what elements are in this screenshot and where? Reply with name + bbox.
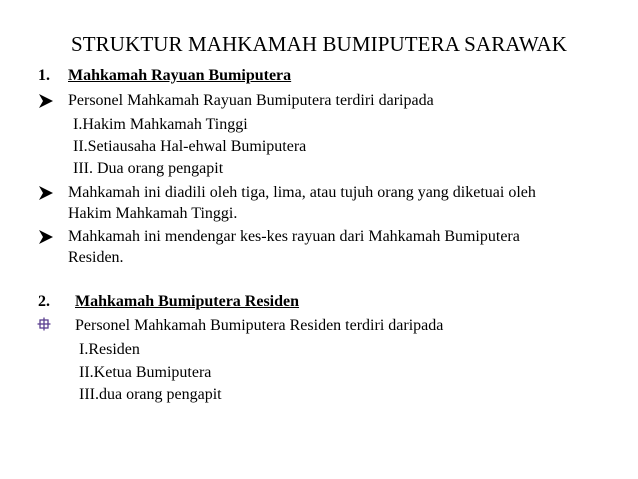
arrow-bullet-icon [38, 185, 54, 201]
bullet-3-line-1: Mahkamah ini mendengar kes-kes rayuan dari Mahkamah Bumiputera [68, 228, 520, 245]
sub-item-4: I.Residen [79, 341, 140, 358]
arrow-bullet-icon [38, 93, 54, 109]
bullet-1-text: Personel Mahkamah Rayuan Bumiputera terdiri daripada [68, 92, 434, 109]
bullet-4-text: Personel Mahkamah Bumiputera Residen terdiri daripada [75, 317, 444, 334]
sub-item-1: I.Hakim Mahkamah Tinggi [73, 116, 248, 133]
sub-item-5: II.Ketua Bumiputera [79, 364, 212, 381]
crosshair-bullet-icon [37, 317, 51, 331]
bullet-2-line-2: Hakim Mahkamah Tinggi. [68, 205, 238, 222]
section-1-heading: Mahkamah Rayuan Bumiputera [68, 67, 292, 84]
sub-item-6: III.dua orang pengapit [79, 386, 222, 403]
sub-item-3: III. Dua orang pengapit [73, 160, 224, 177]
section-1-number: 1. [38, 67, 50, 84]
section-2-number: 2. [38, 293, 50, 310]
slide-title: STRUKTUR MAHKAMAH BUMIPUTERA SARAWAK [70, 32, 568, 56]
bullet-3-line-2: Residen. [68, 249, 124, 266]
section-2-heading: Mahkamah Bumiputera Residen [75, 293, 300, 310]
arrow-bullet-icon [38, 229, 54, 245]
bullet-2-line-1: Mahkamah ini diadili oleh tiga, lima, atau tujuh orang yang diketuai oleh [68, 184, 536, 201]
sub-item-2: II.Setiausaha Hal-ehwal Bumiputera [73, 138, 307, 155]
